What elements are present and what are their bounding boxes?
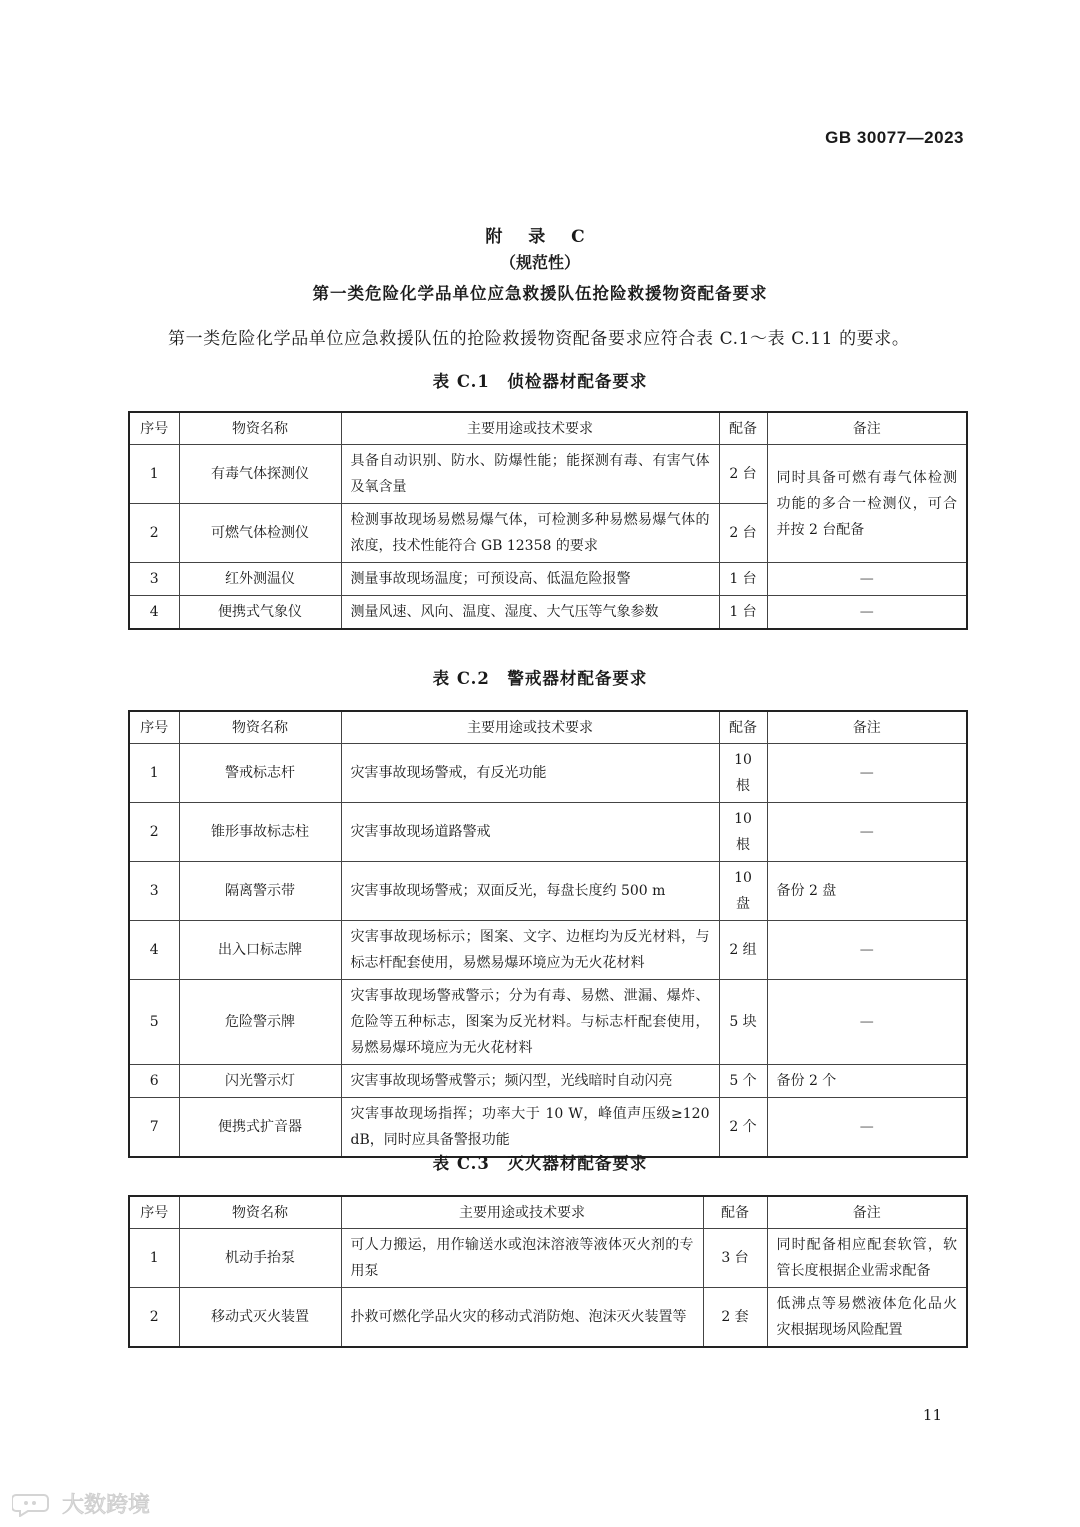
- cell-name: 危险警示牌: [179, 980, 341, 1065]
- cell-name: 警戒标志杆: [179, 744, 341, 803]
- watermark-text: 大数跨境: [62, 1493, 151, 1518]
- cell-qty: 10 根: [719, 744, 767, 803]
- table-row: [129, 1098, 967, 1158]
- table-row: [129, 445, 967, 504]
- cell-name: 出入口标志牌: [179, 921, 341, 980]
- cell-no: 3: [129, 563, 179, 596]
- cell-note: —: [767, 744, 967, 803]
- table-row: [129, 1065, 967, 1098]
- cell-no: 1: [129, 445, 179, 504]
- table-row: [129, 1288, 967, 1348]
- cell-name: 隔离警示带: [179, 862, 341, 921]
- appendix-type: （规范性）: [499, 253, 580, 272]
- cell-name: 闪光警示灯: [179, 1065, 341, 1098]
- cell-qty: 1 台: [719, 563, 767, 596]
- cell-no: 3: [129, 862, 179, 921]
- table-header-row: [129, 412, 967, 445]
- header-use: 主要用途或技术要求: [341, 711, 719, 744]
- table-row: [129, 563, 967, 596]
- cell-no: 5: [129, 980, 179, 1065]
- table-row: [129, 744, 967, 803]
- cell-note-merged: 同时具备可燃有毒气体检测功能的多合一检测仪，可合并按 2 台配备: [767, 445, 967, 563]
- intro-paragraph: 第一类危险化学品单位应急救援队伍的抢险救援物资配备要求应符合表 C.1～表 C.11 的要求。: [168, 329, 910, 349]
- cell-qty: 3 台: [703, 1229, 767, 1288]
- cell-name: 有毒气体探测仪: [179, 445, 341, 504]
- header-qty: 配备: [719, 711, 767, 744]
- cell-qty: 2 台: [719, 445, 767, 504]
- cell-no: 2: [129, 803, 179, 862]
- header-name: 物资名称: [179, 1196, 341, 1229]
- table-c1-title: 表 C.1 侦检器材配备要求: [432, 372, 648, 391]
- header-use: 主要用途或技术要求: [341, 1196, 703, 1229]
- header-note: 备注: [767, 711, 967, 744]
- cell-note: 低沸点等易燃液体危化品火灾根据现场风险配置: [767, 1288, 967, 1348]
- cell-name: 便携式气象仪: [179, 596, 341, 630]
- cell-qty: 2 套: [703, 1288, 767, 1348]
- table-row: [129, 1229, 967, 1288]
- cell-note: 同时配备相应配套软管，软管长度根据企业需求配备: [767, 1229, 967, 1288]
- cell-qty: 1 台: [719, 596, 767, 630]
- cell-use: 灾害事故现场警戒，有反光功能: [341, 744, 719, 803]
- header-no: 序号: [129, 711, 179, 744]
- header-no: 序号: [129, 1196, 179, 1229]
- cell-name: 移动式灭火装置: [179, 1288, 341, 1348]
- cell-qty: 10 盘: [719, 862, 767, 921]
- header-use: 主要用途或技术要求: [341, 412, 719, 445]
- cell-no: 1: [129, 744, 179, 803]
- cell-note: 备份 2 个: [767, 1065, 967, 1098]
- table-c2: [128, 710, 968, 1158]
- chat-bubble-icon: [12, 1491, 56, 1517]
- appendix-title: 附 录 C: [485, 227, 595, 247]
- standard-code: GB 30077—2023: [825, 128, 964, 147]
- cell-use: 检测事故现场易燃易爆气体，可检测多种易燃易爆气体的浓度，技术性能符合 GB 12358 的要求: [341, 504, 719, 563]
- header-no: 序号: [129, 412, 179, 445]
- header-qty: 配备: [703, 1196, 767, 1229]
- header-note: 备注: [767, 1196, 967, 1229]
- cell-name: 机动手抬泵: [179, 1229, 341, 1288]
- cell-note: 备份 2 盘: [767, 862, 967, 921]
- table-row: [129, 921, 967, 980]
- cell-use: 灾害事故现场警戒警示；分为有毒、易燃、泄漏、爆炸、危险等五种标志，图案为反光材料。与标志杆配套使用，易燃易爆环境应为无火花材料: [341, 980, 719, 1065]
- cell-qty: 2 个: [719, 1098, 767, 1158]
- cell-note: —: [767, 803, 967, 862]
- cell-use: 具备自动识别、防水、防爆性能；能探测有毒、有害气体及氧含量: [341, 445, 719, 504]
- cell-use: 扑救可燃化学品火灾的移动式消防炮、泡沫灭火装置等: [341, 1288, 703, 1348]
- cell-qty: 2 组: [719, 921, 767, 980]
- cell-qty: 5 个: [719, 1065, 767, 1098]
- cell-no: 1: [129, 1229, 179, 1288]
- cell-note: —: [767, 1098, 967, 1158]
- cell-name: 红外测温仪: [179, 563, 341, 596]
- cell-no: 4: [129, 596, 179, 630]
- table-row: [129, 596, 967, 630]
- page-number: 11: [922, 1406, 942, 1424]
- cell-no: 7: [129, 1098, 179, 1158]
- cell-use: 灾害事故现场指挥；功率大于 10 W，峰值声压级≥120 dB，同时应具备警报功能: [341, 1098, 719, 1158]
- cell-name: 便携式扩音器: [179, 1098, 341, 1158]
- table-row: [129, 980, 967, 1065]
- cell-no: 6: [129, 1065, 179, 1098]
- cell-name: 锥形事故标志柱: [179, 803, 341, 862]
- header-name: 物资名称: [179, 412, 341, 445]
- cell-use: 灾害事故现场标示；图案、文字、边框均为反光材料，与标志杆配套使用，易燃易爆环境应为无火花材料: [341, 921, 719, 980]
- cell-use: 测量事故现场温度；可预设高、低温危险报警: [341, 563, 719, 596]
- cell-qty: 10 根: [719, 803, 767, 862]
- appendix-heading: 第一类危险化学品单位应急救援队伍抢险救援物资配备要求: [312, 284, 768, 303]
- cell-no: 4: [129, 921, 179, 980]
- watermark: [12, 1488, 150, 1519]
- table-c3: [128, 1195, 968, 1348]
- table-c2-title: 表 C.2 警戒器材配备要求: [432, 669, 648, 688]
- cell-use: 灾害事故现场道路警戒: [341, 803, 719, 862]
- cell-note: —: [767, 563, 967, 596]
- cell-note: —: [767, 596, 967, 630]
- table-row: [129, 862, 967, 921]
- table-c1: [128, 411, 968, 630]
- header-note: 备注: [767, 412, 967, 445]
- table-header-row: [129, 711, 967, 744]
- cell-name: 可燃气体检测仪: [179, 504, 341, 563]
- cell-no: 2: [129, 1288, 179, 1348]
- header-qty: 配备: [719, 412, 767, 445]
- header-name: 物资名称: [179, 711, 341, 744]
- cell-qty: 2 台: [719, 504, 767, 563]
- table-c3-title: 表 C.3 灭火器材配备要求: [432, 1154, 648, 1173]
- cell-use: 可人力搬运，用作输送水或泡沫溶液等液体灭火剂的专用泵: [341, 1229, 703, 1288]
- cell-use: 测量风速、风向、温度、湿度、大气压等气象参数: [341, 596, 719, 630]
- table-header-row: [129, 1196, 967, 1229]
- cell-use: 灾害事故现场警戒；双面反光，每盘长度约 500 m: [341, 862, 719, 921]
- cell-qty: 5 块: [719, 980, 767, 1065]
- cell-no: 2: [129, 504, 179, 563]
- cell-use: 灾害事故现场警戒警示；频闪型，光线暗时自动闪亮: [341, 1065, 719, 1098]
- table-row: [129, 803, 967, 862]
- cell-note: —: [767, 921, 967, 980]
- cell-note: —: [767, 980, 967, 1065]
